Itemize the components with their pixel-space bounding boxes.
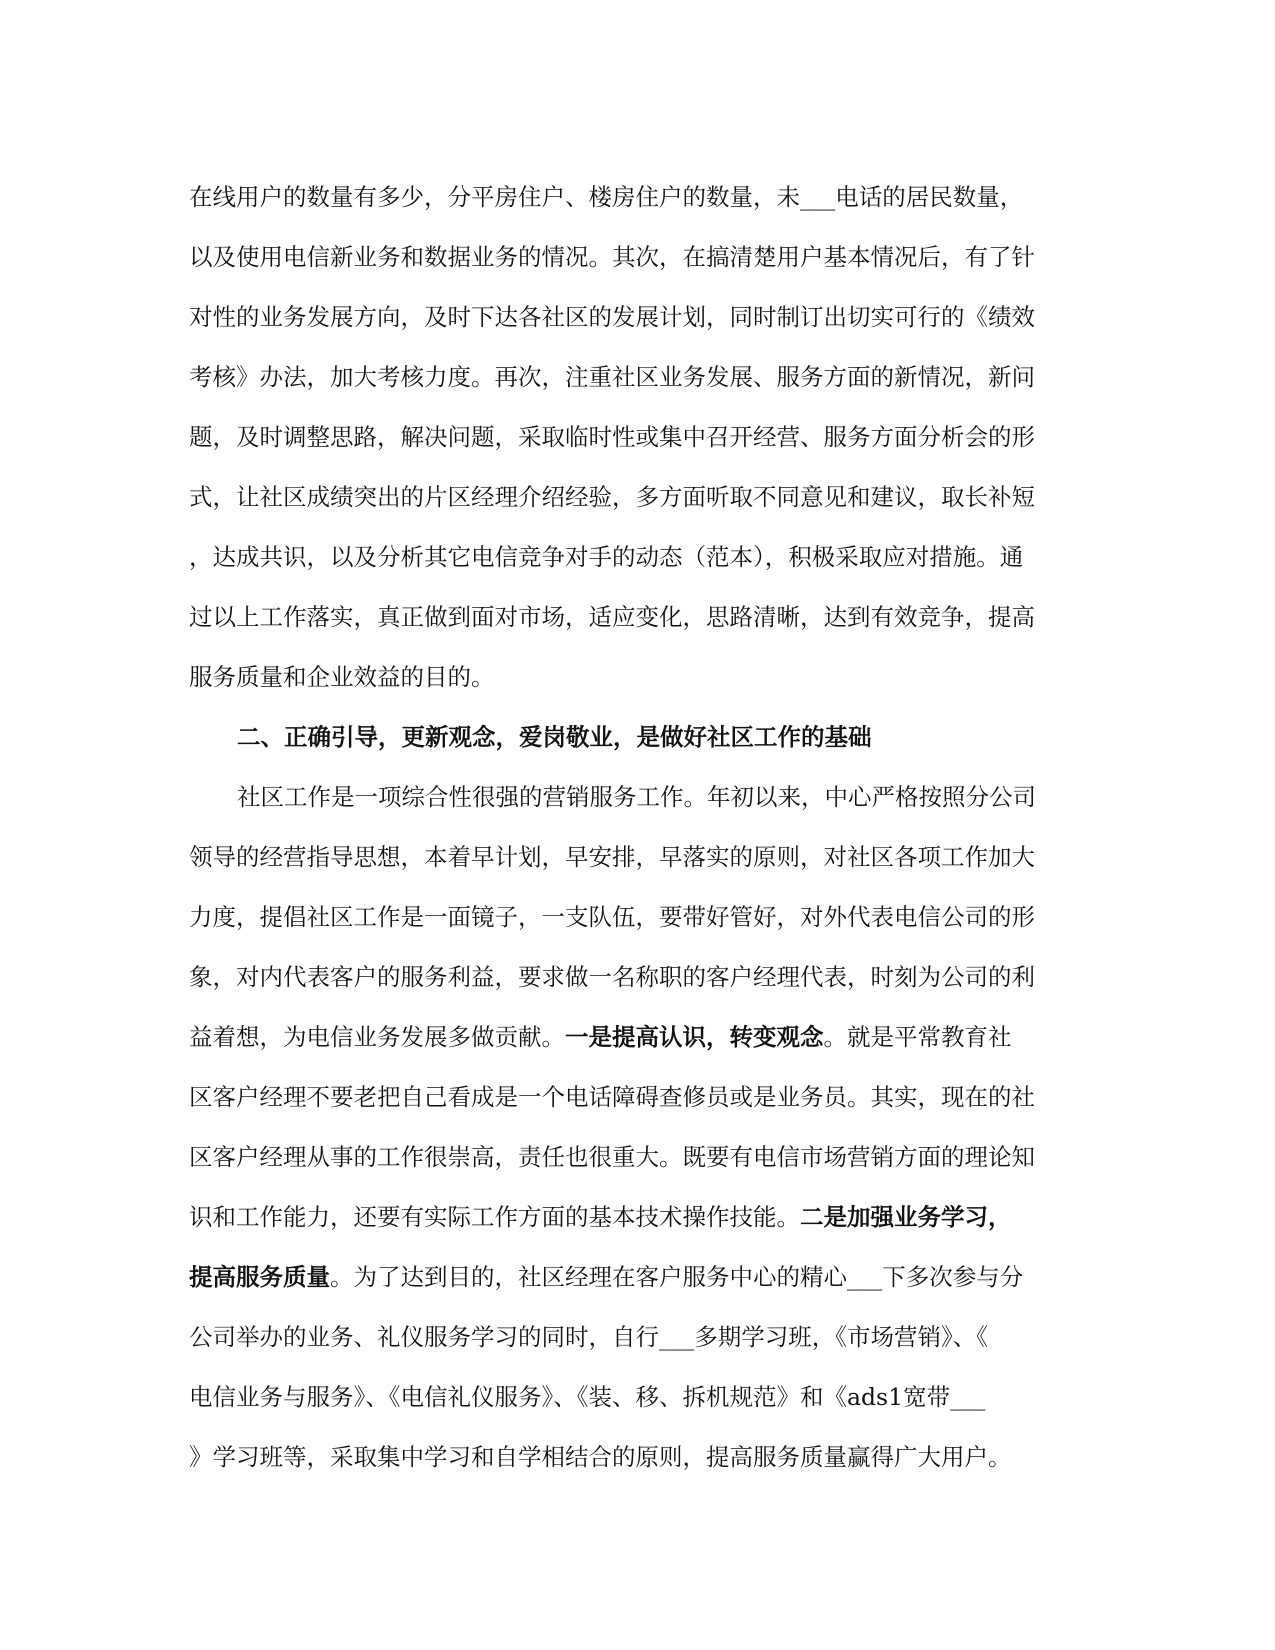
text-segment: ，达成共识，以及分析其它电信竞争对手的动态（范本），积极采取应对措施。通 <box>189 543 1024 571</box>
text-line <box>189 647 1089 707</box>
text-segment: 力度，提倡社区工作是一面镜子，一支队伍，要带好管好，对外代表电信公司的形 <box>189 903 1035 931</box>
text-line <box>189 407 1089 467</box>
text-segment: 考核》办法，加大考核力度。再次，注重社区业务发展、服务方面的新情况，新问 <box>189 363 1035 391</box>
document-body <box>189 167 1089 1487</box>
text-line <box>189 707 1089 767</box>
text-line <box>189 467 1089 527</box>
bold-text-segment: 提高服务质量 <box>189 1263 330 1291</box>
bold-text-segment: 二是加强业务学习， <box>800 1203 1012 1231</box>
text-line <box>189 527 1089 587</box>
text-segment: 服务质量和企业效益的目的。 <box>189 663 495 691</box>
text-line <box>189 827 1089 887</box>
text-line <box>189 887 1089 947</box>
text-segment: 社区工作是一项综合性很强的营销服务工作。年初以来，中心严格按照分公司 <box>237 783 1036 811</box>
text-segment: 象，对内代表客户的服务利益，要求做一名称职的客户经理代表，时刻为公司的利 <box>189 963 1035 991</box>
text-segment: 益着想，为电信业务发展多做贡献。 <box>189 1023 565 1051</box>
text-line <box>189 167 1089 227</box>
text-segment: 公司举办的业务、礼仪服务学习的同时，自行___多期学习班，《市场营销》、《 <box>189 1323 988 1351</box>
text-line <box>189 347 1089 407</box>
text-segment: 以及使用电信新业务和数据业务的情况。其次，在搞清楚用户基本情况后，有了针 <box>189 243 1035 271</box>
text-line <box>189 1007 1089 1067</box>
text-line <box>189 767 1089 827</box>
text-segment: 识和工作能力，还要有实际工作方面的基本技术操作技能。 <box>189 1203 800 1231</box>
text-segment: 领导的经营指导思想，本着早计划，早安排，早落实的原则，对社区各项工作加大 <box>189 843 1035 871</box>
text-segment: 在线用户的数量有多少，分平房住户、楼房住户的数量，未___电话的居民数量， <box>189 183 1024 211</box>
text-line <box>189 1067 1089 1127</box>
text-line <box>189 1187 1089 1247</box>
text-line <box>189 587 1089 647</box>
text-segment: 对性的业务发展方向，及时下达各社区的发展计划，同时制订出切实可行的《绩效 <box>189 303 1035 331</box>
text-segment: 》学习班等，采取集中学习和自学相结合的原则，提高服务质量赢得广大用户。 <box>189 1443 1012 1471</box>
bold-text-segment: 一是提高认识，转变观念 <box>565 1023 824 1051</box>
text-segment: 电信业务与服务》、《电信礼仪服务》、《装、移、拆机规范》和《ads1宽带___ <box>189 1383 986 1411</box>
text-segment: 区客户经理从事的工作很崇高，责任也很重大。既要有电信市场营销方面的理论知 <box>189 1143 1035 1171</box>
bold-text-segment: 二、正确引导，更新观念，爱岗敬业，是做好社区工作的基础 <box>237 723 872 751</box>
text-line <box>189 227 1089 287</box>
text-segment: 。为了达到目的，社区经理在客户服务中心的精心___下多次参与分 <box>330 1263 1024 1291</box>
text-line <box>189 1367 1089 1427</box>
text-line <box>189 1127 1089 1187</box>
text-line <box>189 1307 1089 1367</box>
text-line <box>189 947 1089 1007</box>
text-line <box>189 287 1089 347</box>
text-segment: 式，让社区成绩突出的片区经理介绍经验，多方面听取不同意见和建议，取长补短 <box>189 483 1035 511</box>
text-line <box>189 1427 1089 1487</box>
text-segment: 过以上工作落实，真正做到面对市场，适应变化，思路清晰，达到有效竞争，提高 <box>189 603 1035 631</box>
text-line <box>189 1247 1089 1307</box>
text-segment: 。就是平常教育社 <box>823 1023 1012 1051</box>
text-segment: 区客户经理不要老把自己看成是一个电话障碍查修员或是业务员。其实，现在的社 <box>189 1083 1035 1111</box>
text-segment: 题，及时调整思路，解决问题，采取临时性或集中召开经营、服务方面分析会的形 <box>189 423 1035 451</box>
